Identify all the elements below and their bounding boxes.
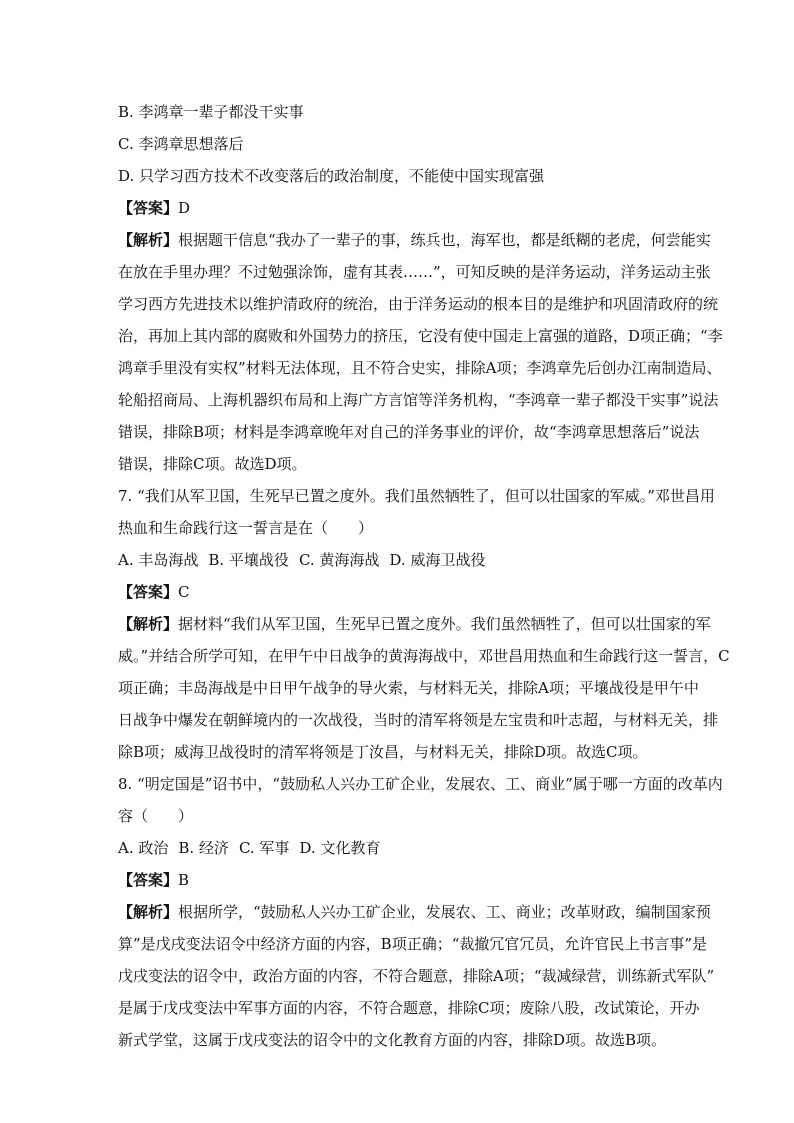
analysis-label: 【解析】 xyxy=(118,231,179,249)
option-c: C. 李鸿章思想落后 xyxy=(118,135,244,153)
analysis-line: 威。”并结合所学可知，在甲午中日战争的黄海海战中，邓世昌用热血和生命践行这一誓言，C xyxy=(118,647,730,665)
answer-label: 【答案】 xyxy=(118,871,179,889)
option-b: B. 经济 xyxy=(178,839,229,857)
q6-analysis xyxy=(118,224,723,480)
option-d: D. 文化教育 xyxy=(299,839,381,857)
analysis-line: 【解析】据材料“我们从军卫国，生死早已置之度外。我们虽然牺牲了，但可以壮国家的军 xyxy=(118,615,711,633)
analysis-label: 【解析】 xyxy=(118,903,179,921)
analysis-line: 戊戌变法的诏令中，政治方面的内容，不符合题意，排除A项；“裁减绿营，训练新式军队” xyxy=(118,967,715,985)
document-body xyxy=(118,96,730,1056)
analysis-line: 除B项；威海卫战役时的清军将领是丁汝昌，与材料无关，排除D项。故选C项。 xyxy=(118,743,648,761)
question-line: 热血和生命践行这一誓言是在（ ） xyxy=(118,519,374,537)
q7-answer xyxy=(118,576,698,608)
analysis-line: 新式学堂，这属于戊戌变法的诏令中的文化教育方面的内容，排除D项。故选B项。 xyxy=(118,1031,667,1049)
question-line: 8. “明定国是”诏书中，“鼓励私人兴办工矿企业，发展农、工、商业”属于哪一方面的改革内 xyxy=(118,775,723,793)
answer-label: 【答案】 xyxy=(118,583,179,601)
analysis-line: 算”是戊戌变法诏令中经济方面的内容，B项正确；“裁撤冗官冗员，允许官民上书言事”是 xyxy=(118,935,708,953)
q7-analysis xyxy=(118,608,730,768)
analysis-line: 学习西方先进技术以维护清政府的统治，由于洋务运动的根本目的是维护和巩固清政府的统 xyxy=(118,295,719,313)
option-b: B. 平壤战役 xyxy=(208,551,289,569)
q8-answer xyxy=(118,864,698,896)
analysis-line: 治，再加上其内部的腐败和外国势力的挤压，它没有使中国走上富强的道路，D项正确；“李 xyxy=(118,327,723,345)
question-line: 7. “我们从军卫国，生死早已置之度外。我们虽然牺牲了，但可以壮国家的军威。”邓世昌用 xyxy=(118,487,715,505)
analysis-line: 是属于戊戌变法中军事方面的内容，不符合题意，排除C项；废除八股，改试策论，开办 xyxy=(118,999,700,1017)
analysis-line: 日战争中爆发在朝鲜境内的一次战役，当时的清军将领是左宝贵和叶志超，与材料无关，排 xyxy=(118,711,719,729)
analysis-line: 【解析】根据所学，“鼓励私人兴办工矿企业，发展农、工、商业；改革财政，编制国家预 xyxy=(118,903,711,921)
analysis-label: 【解析】 xyxy=(118,615,179,633)
q6-answer xyxy=(118,192,698,224)
analysis-line: 错误，排除C项。故选D项。 xyxy=(118,455,307,473)
q8-question xyxy=(118,768,723,832)
option-c: C. 黄海海战 xyxy=(298,551,380,569)
option-b: B. 李鸿章一辈子都没干实事 xyxy=(118,103,304,121)
q8-options xyxy=(118,832,698,864)
q7-options xyxy=(118,544,698,576)
option-d: D. 威海卫战役 xyxy=(389,551,486,569)
q8-analysis xyxy=(118,896,715,1056)
option-d: D. 只学习西方技术不改变落后的政治制度，不能使中国实现富强 xyxy=(118,167,545,185)
analysis-line: 轮船招商局、上海机器织布局和上海广方言馆等洋务机构，“李鸿章一辈子都没干实事”说法 xyxy=(118,391,719,409)
analysis-line: 项正确；丰岛海战是中日甲午战争的导火索，与材料无关，排除A项；平壤战役是甲午中 xyxy=(118,679,699,697)
analysis-line: 鸿章手里没有实权”材料无法体现，且不符合史实，排除A项；李鸿章先后创办江南制造局、 xyxy=(118,359,722,377)
option-a: A. 政治 xyxy=(118,839,169,857)
analysis-line: 【解析】根据题干信息“我办了一辈子的事，练兵也，海军也，都是纸糊的老虎，何尝能实 xyxy=(118,231,711,249)
analysis-line: 错误，排除B项；材料是李鸿章晚年对自己的洋务事业的评价，故“李鸿章思想落后”说法 xyxy=(118,423,700,441)
answer-label: 【答案】 xyxy=(118,199,179,217)
analysis-line: 在放在手里办理？不过勉强涂饰，虚有其表……”，可知反映的是洋务运动，洋务运动主张 xyxy=(118,263,711,281)
answer-value: C xyxy=(178,583,190,601)
option-c: C. 军事 xyxy=(238,839,290,857)
question-line: 容（ ） xyxy=(118,807,194,825)
answer-value: B xyxy=(178,871,190,889)
answer-value: D xyxy=(178,199,191,217)
q7-question xyxy=(118,480,715,544)
option-a: A. 丰岛海战 xyxy=(118,551,199,569)
